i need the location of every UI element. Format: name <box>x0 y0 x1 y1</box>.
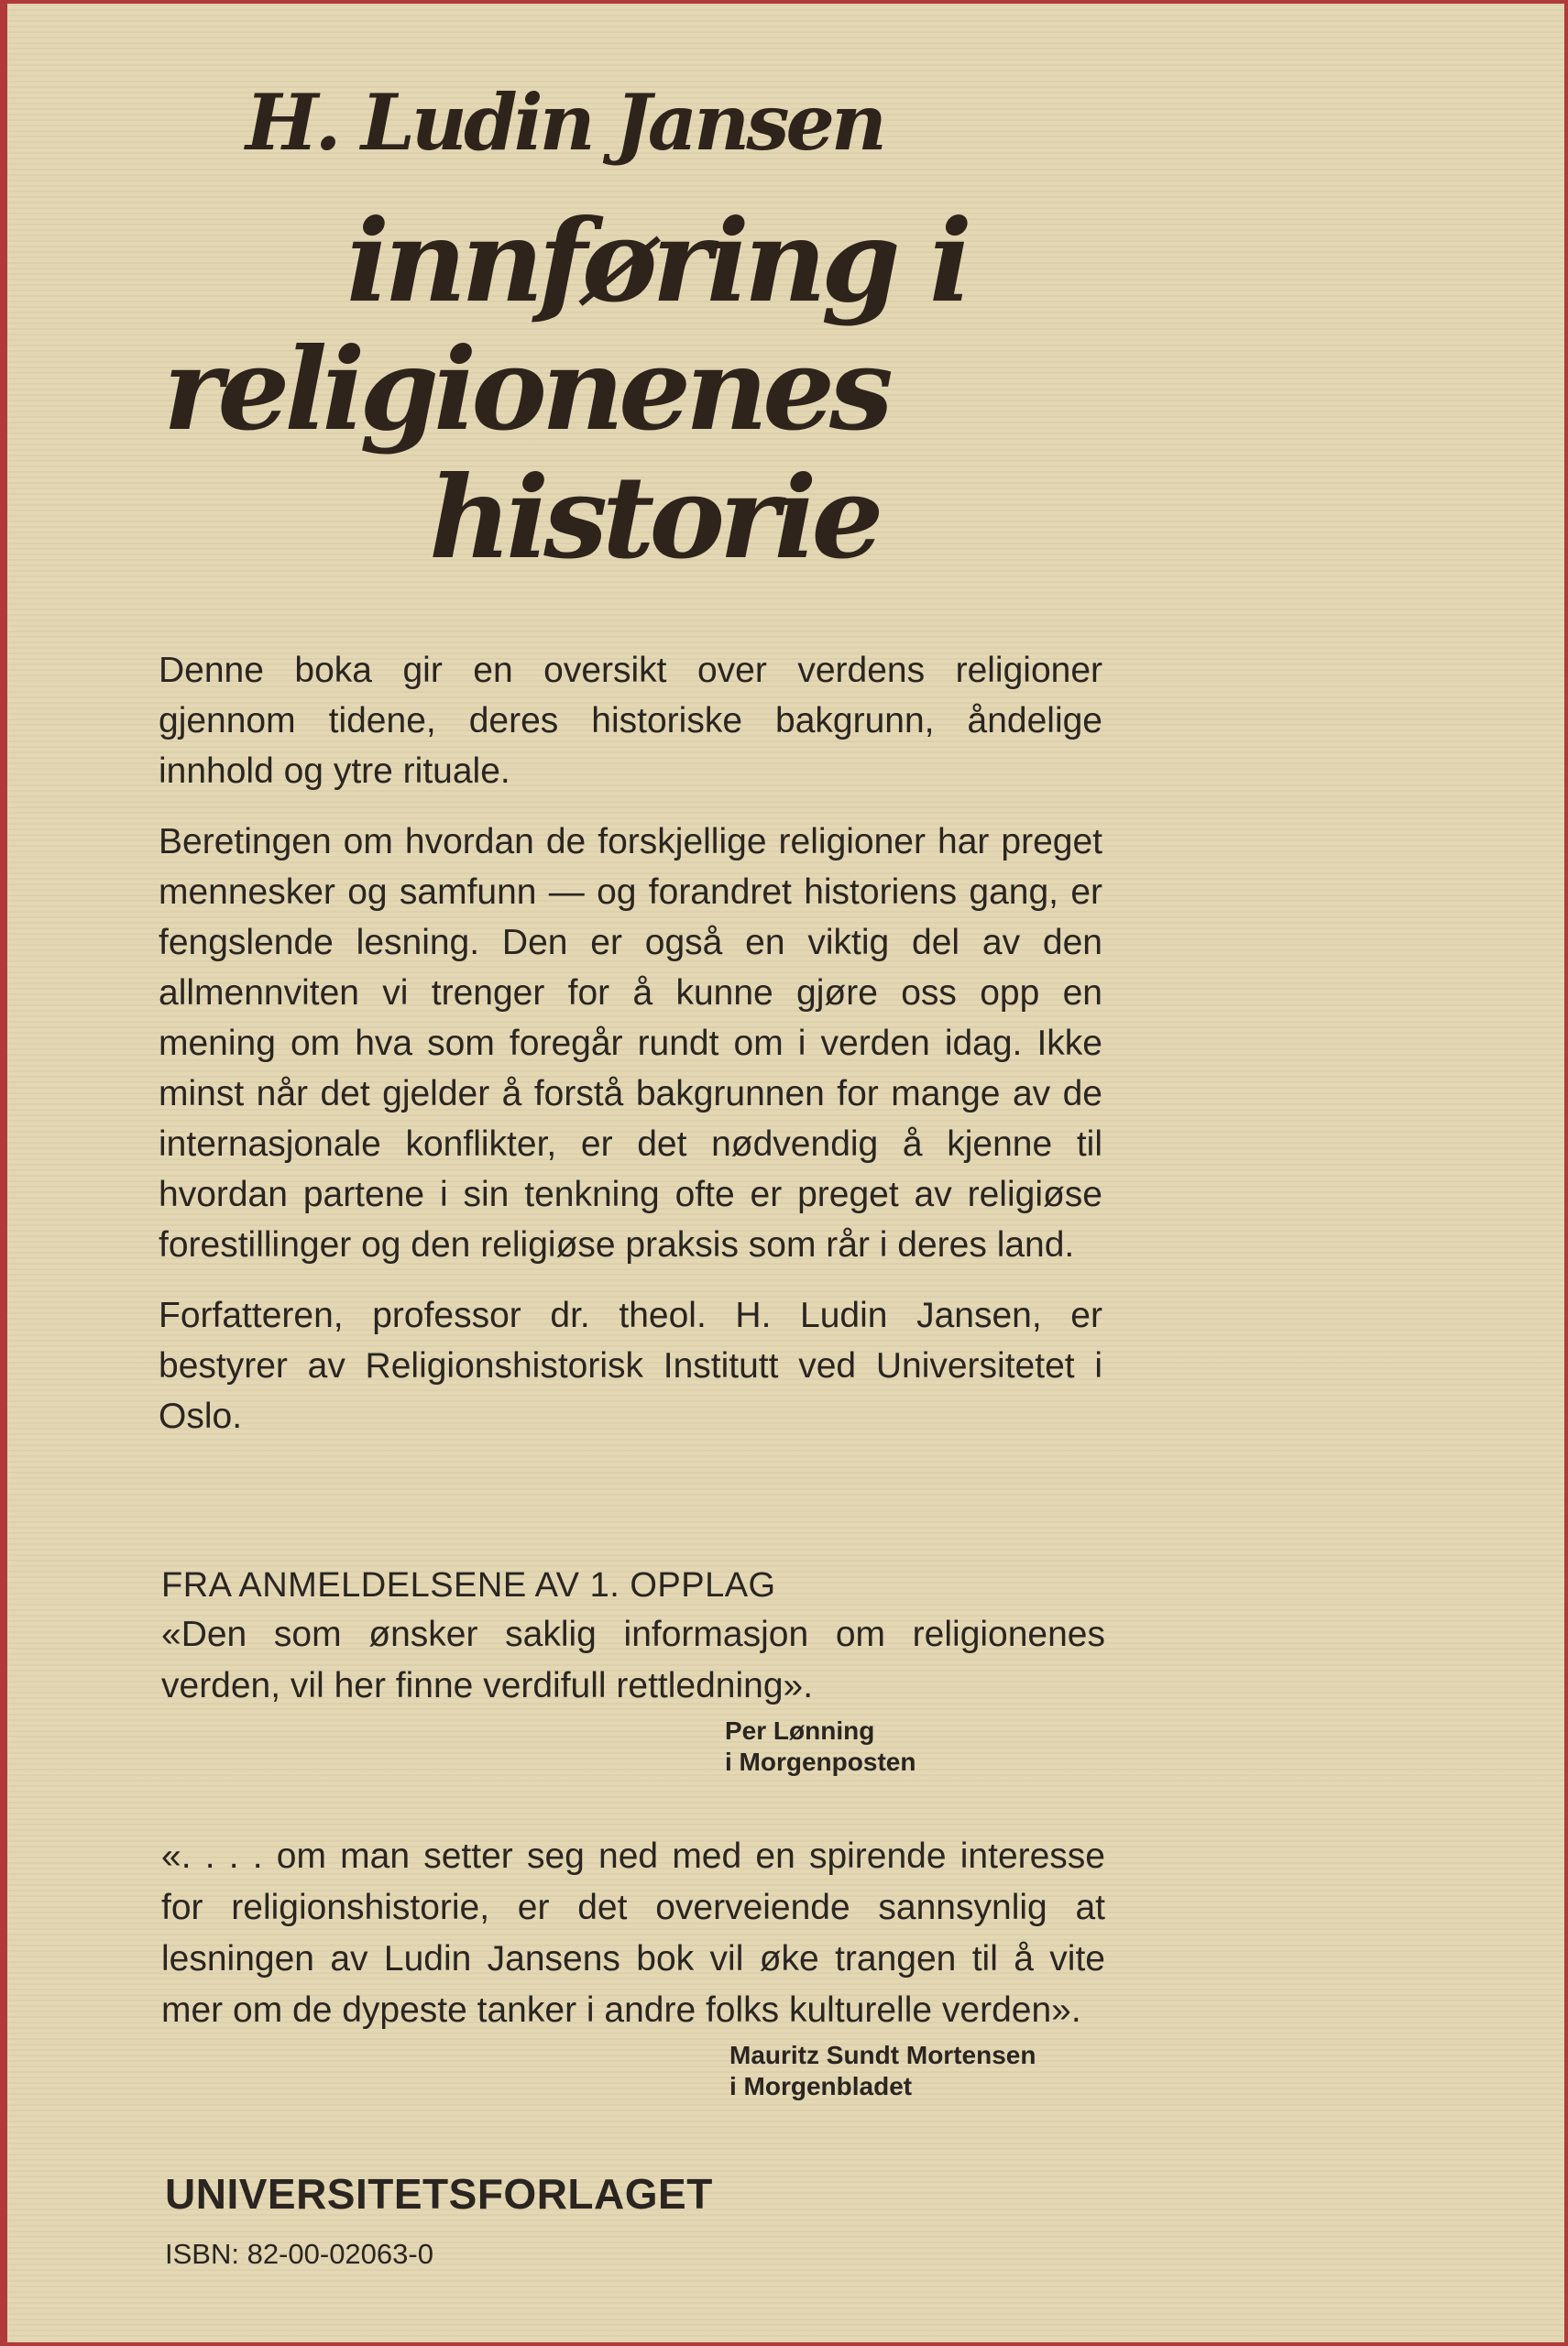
reviewer-name-1: Per Lønning <box>725 1716 875 1745</box>
review-quote-1: «Den som ønsker saklig informasjon om religionenes verden, vil her finne verdifull rettledning». <box>161 1615 1105 1705</box>
blurb-paragraph-1: Denne boka gir en oversikt over verdens religioner gjennom tidene, deres historiske bakgrunn, åndelige innhold og ytre rituale. <box>159 651 1102 791</box>
book-title <box>154 195 979 590</box>
blurb-paragraph-3: Forfatteren, professor dr. theol. H. Ludin Jansen, er bestyrer av Religionshistorisk Institutt ved Universitetet i Oslo. <box>159 1296 1102 1436</box>
review-attribution-1 <box>725 1716 1105 1778</box>
title-line-3: historie <box>429 452 879 585</box>
book-back-cover <box>7 4 1564 2342</box>
blurb-paragraph-2: Beretingen om hvordan de forskjellige religioner har preget mennesker og samfunn — og forandret historiens gang, er fengslende lesning. Den er også en viktig del av den allmennviten vi trenger for å kunne gjøre oss opp en mening om hva som foregår rundt om i verden idag. Ikke minst når det gjelder å forstå bakgrunnen for mange av de internasjonale konflikter, er det nødvendig å kjenne til hvordan partene i sin tenkning ofte er preget av religiøse forestillinger og den religiøse praksis som rår i deres land. <box>159 822 1102 1265</box>
title-line-1: innføring i <box>346 195 968 328</box>
isbn-number: ISBN: 82-00-02063-0 <box>165 2238 433 2270</box>
reviewer-name-2: Mauritz Sundt Mortensen <box>729 2041 1036 2069</box>
reviews-section <box>161 1562 1105 2102</box>
author-name: H. Ludin Jansen <box>246 77 883 168</box>
reviews-heading: FRA ANMELDELSENE AV 1. OPPLAG <box>161 1566 776 1605</box>
review-source-2: i Morgenbladet <box>729 2072 913 2100</box>
review-quote-2: «. . . . om man setter seg ned med en spirende interesse for religionshistorie, er det overveiende sannsynlig at lesningen av Ludin Jansens bok vil øke trangen til å vite mer om de dypeste tanker i andre folks kulturelle verden». <box>161 1836 1105 2030</box>
review-attribution-2 <box>729 2040 1105 2102</box>
review-source-1: i Morgenposten <box>725 1748 916 1776</box>
blurb <box>159 645 1102 1462</box>
publisher-name: UNIVERSITETSFORLAGET <box>165 2170 713 2218</box>
title-line-2: religionenes <box>163 323 888 456</box>
